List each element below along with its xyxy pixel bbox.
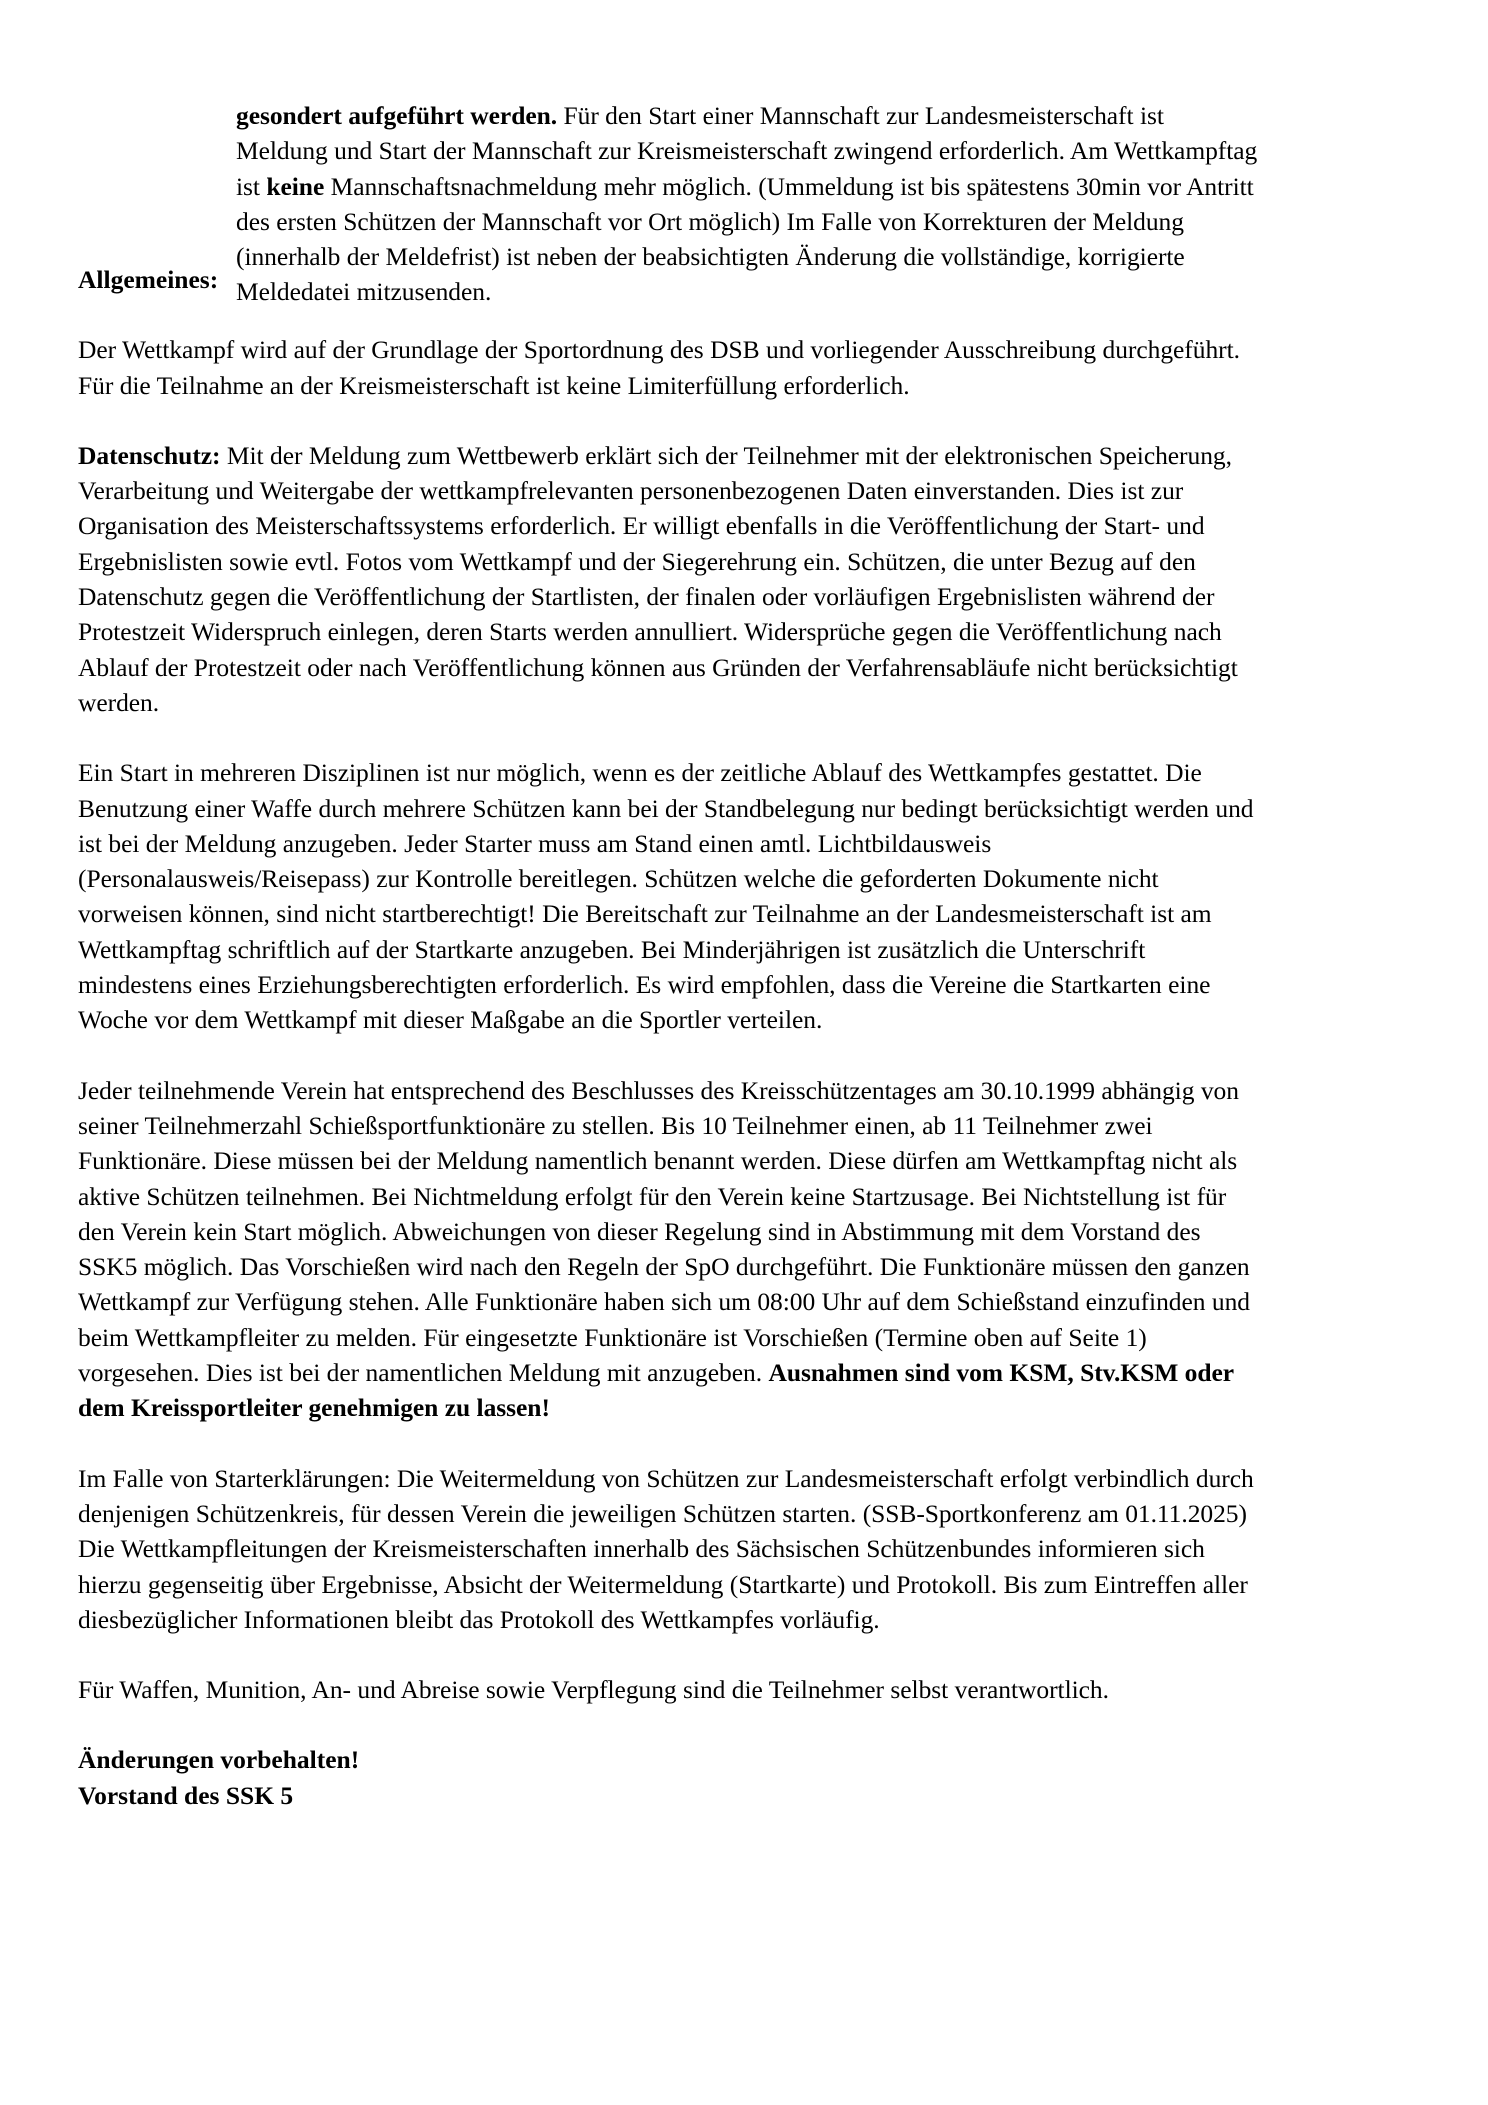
paragraph-wettkampf-grundlage: Der Wettkampf wird auf der Grundlage der Sportordnung des DSB und vorliegender Ausschreibung durchgeführt. Für die Teilnahme an der Kreismeisterschaft ist keine Limiterfüllung erforderlich. <box>78 335 1240 400</box>
paragraph-disziplinen: Ein Start in mehreren Disziplinen ist nur möglich, wenn es der zeitliche Ablauf des Wettkampfes gestattet. Die Benutzung einer Waffe durch mehrere Schützen kann bei der Standbelegung nur bedingt berücksichtigt werden und ist bei der Meldung anzugeben. Jeder Starter muss am Stand einen amtl. Lichtbildausweis (Personalausweis/Reisepass) zur Kontrolle bereitlegen. Schützen welche die geforderten Dokumente nicht vorweisen können, sind nicht startberechtigt! Die Bereitschaft zur Teilnahme an der Landesmeisterschaft ist am Wettkampftag schriftlich auf der Startkarte anzugeben. Bei Minderjährigen ist zusätzlich die Unterschrift mindestens eines Erziehungsberechtigten erforderlich. Es wird empfohlen, dass die Vereine die Startkarten eine Woche vor dem Wettkampf mit dieser Maßgabe an die Sportler verteilen. <box>78 758 1254 1035</box>
closing-line-vorstand: Vorstand des SSK 5 <box>78 1780 294 1810</box>
spacer <box>78 1707 1260 1742</box>
funktionaere-body: Jeder teilnehmende Verein hat entsprechend des Beschlusses des Kreisschützentages am 30.10.1999 abhängig von seiner Teilnehmerzahl Schießsportfunktionäre zu stellen. Bis 10 Teilnehmer einen, ab 11 Teilnehmer zwei Funktionäre. Diese müssen bei der Meldung namentlich benannt werden. Diese dürfen am Wettkampftag nicht als aktive Schützen teilnehmen. Bei Nichtmeldung erfolgt für den Verein keine Startzusage. Bei Nichtstellung ist für den Verein kein Start möglich. Abweichungen von dieser Regelung sind in Abstimmung mit dem Vorstand des SSK5 möglich. Das Vorschießen wird nach den Regeln der SpO durchgeführt. Die Funktionäre müssen den ganzen Wettkampf zur Verfügung stehen. Alle Funktionäre haben sich um 08:00 Uhr auf dem Schießstand einzufinden und beim Wettkampfleiter zu melden. Für eingesetzte Funktionäre ist Vorschießen (Termine oben auf Seite 1) vorgesehen. Dies ist bei der namentlichen Meldung mit anzugeben. <box>78 1075 1250 1388</box>
funktionaere-bold-tail: Ausnahmen sind vom KSM, Stv.KSM oder dem Kreissportleiter genehmigen zu lassen! <box>78 1358 1234 1423</box>
paragraph-verantwortung: Für Waffen, Munition, An- und Abreise sowie Verpflegung sind die Teilnehmer selbst verantwortlich. <box>78 1675 1109 1705</box>
spacer <box>78 1426 1260 1461</box>
paragraph-starterklaerungen: Im Falle von Starterklärungen: Die Weitermeldung von Schützen zur Landesmeisterschaft erfolgt verbindlich durch denjenigen Schützenkreis, für dessen Verein die jeweiligen Schützen starten. (SSB-Sportkonferenz am 01.11.2025) Die Wettkampfleitungen der Kreismeisterschaften innerhalb des Sächsischen Schützenbundes informieren sich hierzu gegenseitig über Ergebnisse, Absicht der Weitermeldung (Startkarte) und Protokoll. Bis zum Eintreffen aller diesbezüglicher Informationen bleibt das Protokoll des Wettkampfes vorläufig. <box>78 1463 1254 1634</box>
body-column <box>78 262 1260 1813</box>
spacer <box>78 1038 1260 1073</box>
spacer <box>78 297 1260 332</box>
paragraph-funktionaere <box>78 1073 1260 1426</box>
spacer <box>78 1637 1260 1672</box>
continued-paragraph-text-before-keine: Für den Start einer Mannschaft zur Landesmeisterschaft ist Meldung und Start der Mannschaft zur Kreismeisterschaft zwingend erforderlich. Am Wettkampftag ist <box>236 101 1258 201</box>
paragraph-datenschutz <box>78 438 1260 720</box>
continued-paragraph-text-after-keine: Mannschaftsnachmeldung mehr möglich. (Ummeldung ist bis spätestens 30min vor Antritt des ersten Schützen der Mannschaft vor Ort möglich) Im Falle von Korrekturen der Meldung (innerhalb der Meldefrist) ist neben der beabsichtigten Änderung die vollständige, korrigierte Meldedatei mitzusenden. <box>236 171 1254 307</box>
section-heading-allgemeines: Allgemeines: <box>78 265 219 294</box>
spacer <box>78 720 1260 755</box>
continued-paragraph-lead-bold: gesondert aufgeführt werden. <box>236 101 558 130</box>
spacer <box>78 403 1260 438</box>
closing-line-aenderungen: Änderungen vorbehalten! <box>78 1745 360 1775</box>
datenschutz-label: Datenschutz: <box>78 440 221 470</box>
datenschutz-body: Mit der Meldung zum Wettbewerb erklärt sich der Teilnehmer mit der elektronischen Speicherung, Verarbeitung und Weitergabe der wettkampfrelevanten personenbezogenen Daten einverstanden. Dies ist zur Organisation des Meisterschaftssystems erforderlich. Er willigt ebenfalls in die Veröffentlichung der Start- und Ergebnislisten sowie evtl. Fotos vom Wettkampf und der Siegerehrung ein. Schützen, die unter Bezug auf den Datenschutz gegen die Veröffentlichung der Startlisten, der finalen oder vorläufigen Ergebnislisten während der Protestzeit Widerspruch einlegen, deren Starts werden annulliert. Widersprüche gegen die Veröffentlichung nach Ablauf der Protestzeit oder nach Veröffentlichung können aus Gründen der Verfahrensabläufe nicht berücksichtigt werden. <box>78 440 1238 717</box>
continued-paragraph-bold-keine: keine <box>266 171 325 201</box>
